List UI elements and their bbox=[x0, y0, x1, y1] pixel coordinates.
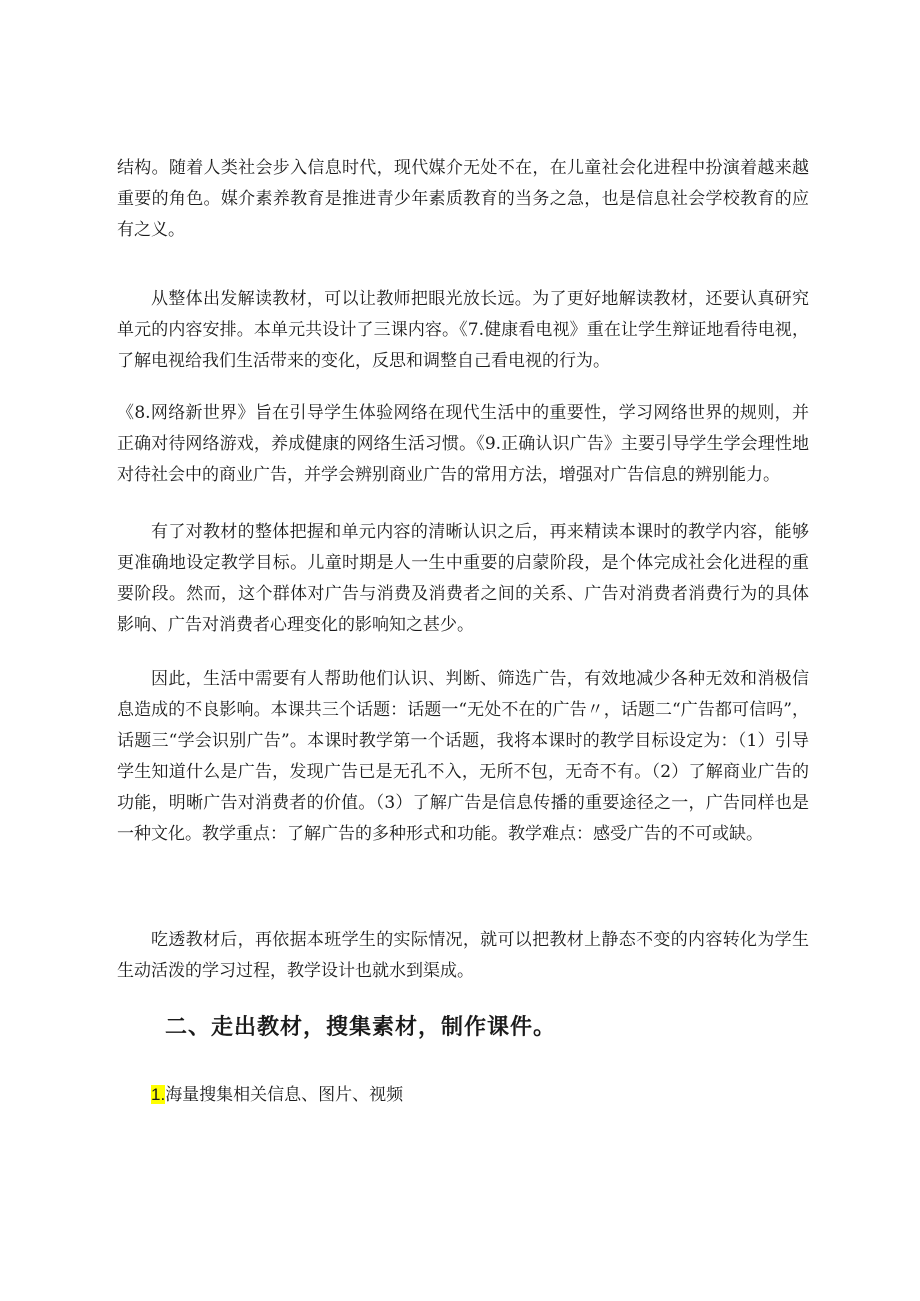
list-item-text: 海量搜集相关信息、图片、视频 bbox=[165, 1085, 404, 1105]
section-heading: 二、走出教材，搜集素材，制作课件。 bbox=[165, 1014, 557, 1040]
paragraph-3: 《8.网络新世界》旨在引导学生体验网络在现代生活中的重要性，学习网络世界的规则，并正确对待网络游戏，养成健康的网络生活习惯。《9.正确认识广告》主要引导学生学会理性地对待社会中的商业广告，并学会辨别商业广告的常用方法，增强对广告信息的辨别能力。 bbox=[117, 403, 809, 485]
list-item bbox=[151, 1081, 403, 1109]
list-item-number: 1. bbox=[151, 1085, 166, 1104]
paragraph-4: 有了对教材的整体把握和单元内容的清晰认识之后，再来精读本课时的教学内容，能够更准确地设定教学目标。儿童时期是人一生中重要的启蒙阶段，是个体完成社会化进程的重要阶段。然而，这个群体对广告与消费及消费者之间的关系、广告对消费者消费行为的具体影响、广告对消费者心理变化的影响知之甚少。 bbox=[117, 522, 809, 635]
paragraph-2: 从整体出发解读教材，可以让教师把眼光放长远。为了更好地解读教材，还要认真研究单元的内容安排。本单元共设计了三课内容。《7.健康看电视》重在让学生辩证地看待电视，了解电视给我们生活带来的变化，反思和调整自己看电视的行为。 bbox=[117, 289, 809, 371]
paragraph-5: 因此，生活中需要有人帮助他们认识、判断、筛选广告，有效地减少各种无效和消极信息造成的不良影响。本课共三个话题：话题一“无处不在的广告〃，话题二“广告都可信吗”，话题三“学会识别广告”。本课时教学第一个话题，我将本课时的教学目标设定为：（1）引导学生知道什么是广告，发现广告已是无孔不入，无所不包，无奇不有。（2）了解商业广告的功能，明晰广告对消费者的价值。（3）了解广告是信息传播的重要途径之一，广告同样也是一种文化。教学重点：了解广告的多种形式和功能。教学难点：感受广告的不可或缺。 bbox=[117, 669, 809, 844]
paragraph-6: 吃透教材后，再依据本班学生的实际情况，就可以把教材上静态不变的内容转化为学生生动活泼的学习过程，教学设计也就水到渠成。 bbox=[117, 930, 809, 981]
paragraph-1: 结构。随着人类社会步入信息时代，现代媒介无处不在，在儿童社会化进程中扮演着越来越重要的角色。媒介素养教育是推进青少年素质教育的当务之急，也是信息社会学校教育的应有之义。 bbox=[117, 158, 809, 240]
